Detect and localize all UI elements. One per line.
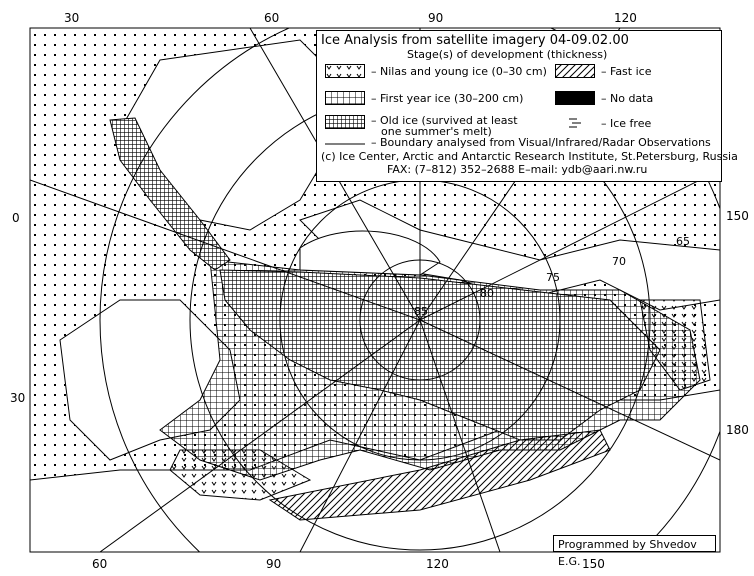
fast-ice-swatch [555,64,595,78]
boundary-swatch [325,142,365,146]
tick-right-180: 180 [726,423,749,437]
old-ice-swatch [325,115,365,129]
lat-65: 65 [676,235,690,248]
tick-top-60: 60 [264,11,280,25]
legend-ice-free: – Ice free [601,117,652,130]
legend-fast-ice: – Fast ice [601,65,652,78]
tick-bottom-60: 60 [92,557,108,571]
tick-top-30: 30 [64,11,80,25]
legend-boundary: – Boundary analysed from Visual/Infrared/Radar Observations [371,136,711,149]
legend-heading: Stage(s) of development (thickness) [407,48,608,61]
tick-top-120: 120 [614,11,637,25]
tick-bottom-150: 150 [582,557,605,571]
legend-no-data: – No data [601,92,654,105]
lat-70: 70 [612,255,626,268]
tick-left-0: 0 [12,211,20,225]
map-title: Ice Analysis from satellite imagery 04-09.02.00 [321,33,629,48]
lat-85: 85 [414,305,428,318]
ice-free-swatch [567,115,583,129]
first-year-swatch [325,91,365,105]
tick-right-150: 150 [726,209,749,223]
legend-nilas: – Nilas and young ice (0–30 cm) [371,65,547,78]
legend-contact: FAX: (7–812) 352–2688 E–mail: ydb@aari.nw.ru [387,163,648,176]
tick-bottom-90: 90 [266,557,282,571]
tick-left-30: 30 [10,391,26,405]
tick-bottom-120: 120 [426,557,449,571]
lat-80: 80 [480,287,494,300]
tick-top-90: 90 [428,11,444,25]
legend-first-year: – First year ice (30–200 cm) [371,92,524,105]
no-data-swatch [555,91,595,105]
legend-old-ice-note: one summer's melt) [381,125,492,138]
credit-box: Programmed by Shvedov E.G. [553,535,716,552]
legend-copyright: (c) Ice Center, Arctic and Antarctic Research Institute, St.Petersburg, Russia [321,150,738,163]
lat-75: 75 [546,271,560,284]
legend [316,30,738,182]
nilas-swatch [325,64,365,78]
legend-old-ice: – Old ice (survived at least [371,114,518,127]
